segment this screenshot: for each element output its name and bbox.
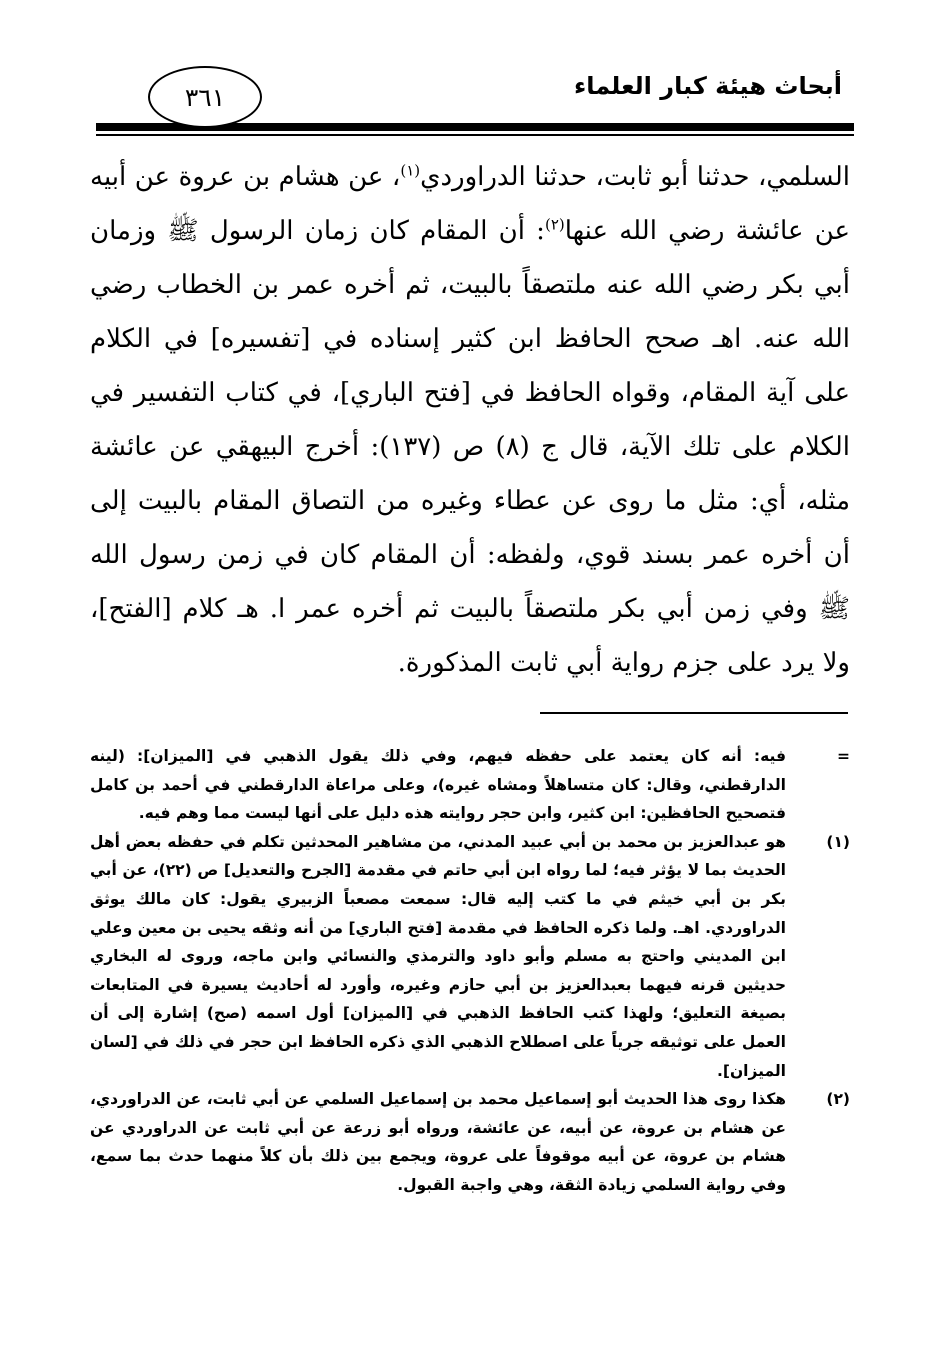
- page-number-oval: [148, 66, 262, 128]
- footnote-text: فيه: أنه كان يعتمد على حفظه فيهم، وفي ذلك يقول الذهبي في [الميزان]: (لينه الدارقطني، وقال: كان متساهلاً ومشاه غيره)، وعلى مراعاة الدارقطني في أحمد بن كامل فتصحيح الحافظين: ابن كثير، وابن حجر روايته هذه دليل على أنها ليست مما وهم فيه.: [90, 747, 786, 823]
- footnote-1: [90, 828, 850, 1085]
- footnote-continued: [90, 742, 850, 828]
- main-text: [90, 150, 850, 690]
- footnote-ref-1: (١): [400, 161, 421, 180]
- footnotes: [90, 742, 850, 1200]
- main-text-part-1: السلمي، حدثنا أبو ثابت، حدثنا الدراوردي: [420, 162, 850, 192]
- main-text-part-2: ، عن هشام بن عروة عن أبيه عن عائشة رضي الله عنها: [90, 162, 851, 246]
- footnote-text: هو عبدالعزيز بن محمد بن أبي عبيد المدني، من مشاهير المحدثين تكلم في حفظه بعض أهل الحديث بما لا يؤثر فيه؛ لما رواه ابن أبي حاتم في مقدمة [الجرح والتعديل] ص (٢٢)، عن أبي بكر بن أبي خيثم في ما كتب إليه قال: سمعت مصعباً الزبيري يقول: كان مالك يوثق الدراوردي. اهـ. ولما ذكره الحافظ في مقدمة [فتح الباري] من أنه وثقه يحيى بن معين وعلي ابن المديني واحتج به مسلم وأبو داود والترمذي والنسائي وابن ماجه، وروى له البخاري حديثين قرنه فيهما بعبدالعزيز بن أبي حازم وغيره، وأورد له أحاديث يسيرة في المتابعات بصيغة التعليق؛ ولهذا كتب الحافظ الذهبي في [الميزان] أول اسمه (صح) إشارة إلى أن العمل على توثيقه جرياً على اصطلاح الذهبي الذي ذكره الحافظ ابن حجر في ذلك في [لسان الميزان].: [90, 832, 786, 1080]
- main-text-part-3: : أن المقام كان زمان الرسول ﷺ وزمان أبي بكر رضي الله عنه ملتصقاً بالبيت، ثم أخره عمر بن الخطاب رضي الله عنه. اهـ صحح الحافظ ابن كثير إسناده في [تفسيره] في الكلام على آية المقام، وقواه الحافظ في [فتح الباري]، في كتاب التفسير في الكلام على تلك الآية، قال ج (٨) ص (١٣٧): أخرج البيهقي عن عائشة مثله، أي: مثل ما روى عن عطاء وغيره من التصاق المقام بالبيت إلى أن أخره عمر بسند قوي، ولفظه: أن المقام كان في زمن رسول الله ﷺ وفي زمن أبي بكر ملتصقاً بالبيت ثم أخره عمر ا. هـ كلام [الفتح]، ولا يرد على جزم رواية أبي ثابت المذكورة.: [90, 216, 850, 678]
- footnote-text: هكذا روى هذا الحديث أبو إسماعيل محمد بن إسماعيل السلمي عن أبي ثابت، عن الدراوردي، عن هشام بن عروة، عن أبيه، عن عائشة، ورواه أبو زرعة عن أبي ثابت عن الدراوردي عن هشام بن عروة، عن أبيه موقوفاً على عروة، ويجمع بين ذلك بأن كلاً منهما حدث بما سمع، وفي رواية السلمي زيادة الثقة، وهي واجبة القبول.: [90, 1090, 786, 1194]
- footnote-divider: [540, 712, 848, 714]
- footnote-ref-2: (٢): [544, 215, 565, 234]
- running-title: أبحاث هيئة كبار العلماء: [573, 72, 842, 100]
- footnote-marker: (١): [826, 832, 850, 851]
- page-number: ٣٦١: [184, 82, 226, 112]
- footnote-marker: (٢): [826, 1090, 850, 1109]
- footnote-marker: =: [837, 747, 850, 765]
- footnote-2: [90, 1085, 850, 1199]
- header-rule-thin: [96, 134, 854, 136]
